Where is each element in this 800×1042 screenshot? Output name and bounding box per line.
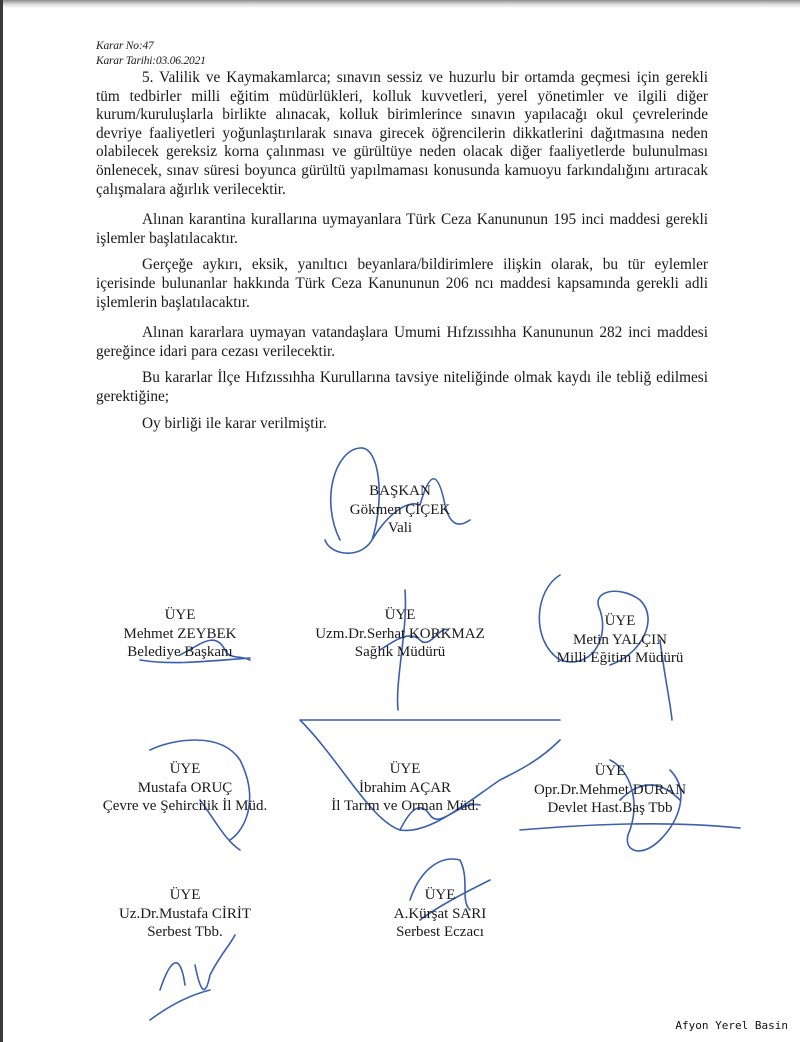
- document-body: [96, 69, 708, 433]
- member-name: A.Kürşat SARI: [393, 905, 487, 922]
- member-name: Uzm.Dr.Serhat KORKMAZ: [315, 625, 485, 642]
- signature-block-member: [100, 760, 270, 816]
- viewer-top-shadow: [0, 0, 800, 8]
- member-title: İl Tarım ve Orman Müd.: [331, 798, 479, 814]
- signature-block-member: [100, 606, 260, 662]
- member-name: Mehmet ZEYBEK: [123, 625, 237, 642]
- decision-date: Karar Tarihi:03.06.2021: [96, 55, 206, 67]
- paragraph-unanimous: Oy birliği ile karar verilmiştir.: [142, 414, 327, 432]
- member-title: Serbest Eczacı: [396, 924, 484, 940]
- chair-title: Vali: [387, 520, 413, 536]
- paragraph-5: 5. Valilik ve Kaymakamlarca; sınavın sessiz ve huzurlu bir ortamda geçmesi için gerekli tüm tedbirler milli eğitim müdürlükleri, kolluk kuvvetleri, yerel yönetimler ve ilgili diğer kurum/kuruluşlarla birlikte alınacak, kolluk birimlerince sınavın yapılacağı okul çevrelerinde devriye faaliyetleri yoğunlaştırılarak sınava girecek öğrencilerin dikkatlerini dağıtmasına neden olabilecek gereksiz korna çalınması ve gürültüye neden olacak diğer faaliyetlerde bulunulması önlenecek, sınav süresi boyunca gürültü yapılmaması konusunda kamuoyu farkındalığını artıracak çalışmalara ağırlık verilecektir.: [96, 69, 708, 198]
- signature-block-member: [300, 606, 500, 662]
- paragraph-quarantine: Alınan karantina kurallarına uymayanlara Türk Ceza Kanununun 195 inci maddesi gerekli işlemler başlatılacaktır.: [96, 211, 708, 247]
- member-title: Belediye Başkanı: [127, 644, 233, 660]
- member-name: Uz.Dr.Mustafa CİRİT: [118, 905, 252, 922]
- member-role: ÜYE: [169, 887, 201, 903]
- decision-number: Karar No:47: [96, 40, 154, 52]
- signature-block-member: [370, 886, 510, 942]
- signature-block-member: [310, 760, 500, 816]
- signature-block-chair: [330, 482, 470, 538]
- member-role: ÜYE: [424, 887, 456, 903]
- member-role: ÜYE: [164, 607, 196, 623]
- member-role: ÜYE: [604, 613, 636, 629]
- watermark: Afyon Yerel Basin: [675, 1019, 788, 1032]
- member-title: Devlet Hast.Baş Tbb: [547, 800, 673, 816]
- member-role: ÜYE: [594, 763, 626, 779]
- member-title: Çevre ve Şehircilik İl Müd.: [102, 798, 268, 814]
- signature-cirit: [150, 935, 235, 1020]
- member-title: Milli Eğitim Müdürü: [556, 650, 684, 666]
- member-role: ÜYE: [169, 761, 201, 777]
- chair-name: Gökmen ÇİÇEK: [349, 501, 451, 518]
- paragraph-fines: Alınan kararlara uymayan vatandaşlara Umumi Hıfzıssıhha Kanununun 282 inci maddesi gereğince idari para cezası verilecektir.: [96, 324, 708, 360]
- viewer-left-border: [0, 0, 3, 1042]
- paragraph-notification: Bu kararlar İlçe Hıfzıssıhha Kurullarına tavsiye niteliğinde olmak kaydı ile tebliğ edilmesi gerektiğine;: [96, 369, 708, 405]
- chair-role: BAŞKAN: [369, 483, 431, 499]
- member-title: Sağlık Müdürü: [354, 644, 446, 660]
- signature-block-member: [535, 612, 705, 668]
- member-name: İbrahim AÇAR: [358, 779, 452, 796]
- signature-block-member: [100, 886, 270, 942]
- member-role: ÜYE: [389, 761, 421, 777]
- member-name: Opr.Dr.Mehmet DURAN: [533, 781, 687, 798]
- member-name: Mustafa ORUÇ: [137, 779, 233, 796]
- member-role: ÜYE: [384, 607, 416, 623]
- member-name: Metin YALÇIN: [572, 631, 668, 648]
- member-title: Serbest Tbb.: [147, 924, 223, 940]
- paragraph-false-declaration: Gerçeğe aykırı, eksik, yanıltıcı beyanlara/bildirimlere ilişkin olarak, bu tür eylemler içerisinde bulunanlar hakkında Türk Ceza Kanununun 206 ncı maddesi kapsamında gerekli adli işlemlerin başlatılacaktır.: [96, 256, 708, 311]
- signature-block-member: [515, 762, 705, 818]
